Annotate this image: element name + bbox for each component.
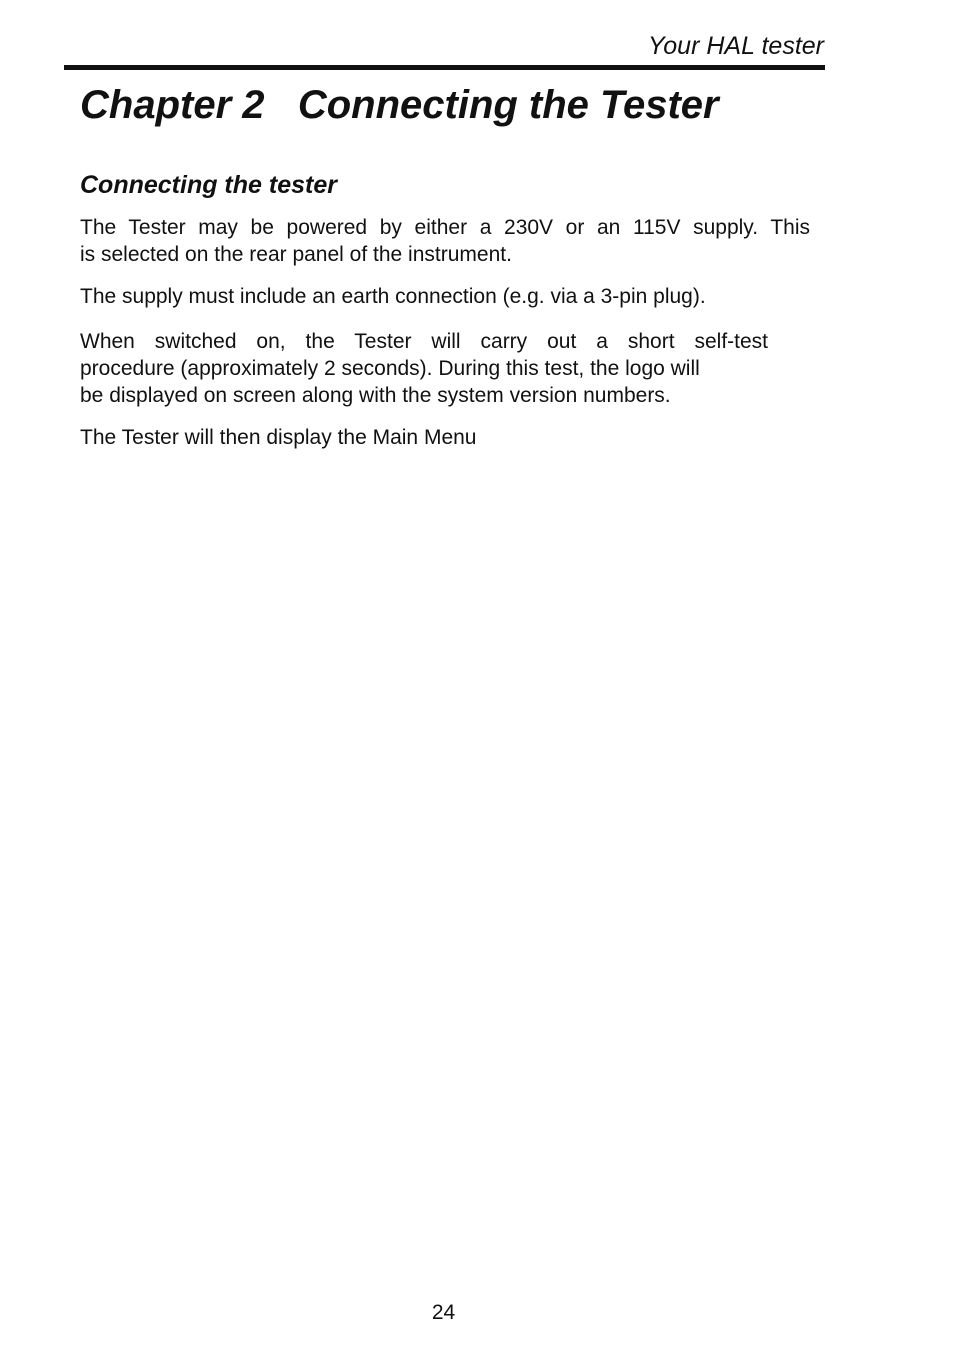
header-rule bbox=[64, 65, 825, 70]
paragraph-earth-connection bbox=[80, 283, 810, 310]
paragraph-line: The supply must include an earth connection (e.g. via a 3-pin plug). bbox=[80, 285, 706, 308]
chapter-title: Chapter 2 Connecting the Tester bbox=[80, 83, 719, 127]
paragraph-self-test bbox=[80, 328, 768, 409]
paragraph-line: procedure (approximately 2 seconds). During this test, the logo will bbox=[80, 357, 700, 380]
paragraph-line: When switched on, the Tester will carry out a short self-test bbox=[80, 330, 768, 353]
paragraph-line: is selected on the rear panel of the instrument. bbox=[80, 243, 512, 266]
paragraph-line: The Tester will then display the Main Menu bbox=[80, 426, 477, 449]
page-number: 24 bbox=[431, 1301, 456, 1324]
running-header: Your HAL tester bbox=[647, 32, 824, 60]
section-title: Connecting the tester bbox=[80, 171, 337, 199]
paragraph-line: be displayed on screen along with the system version numbers. bbox=[80, 384, 671, 407]
paragraph-power-supply bbox=[80, 214, 810, 268]
paragraph-line: The Tester may be powered by either a 230V or an 115V supply. This bbox=[80, 216, 810, 239]
paragraph-main-menu bbox=[80, 424, 768, 451]
